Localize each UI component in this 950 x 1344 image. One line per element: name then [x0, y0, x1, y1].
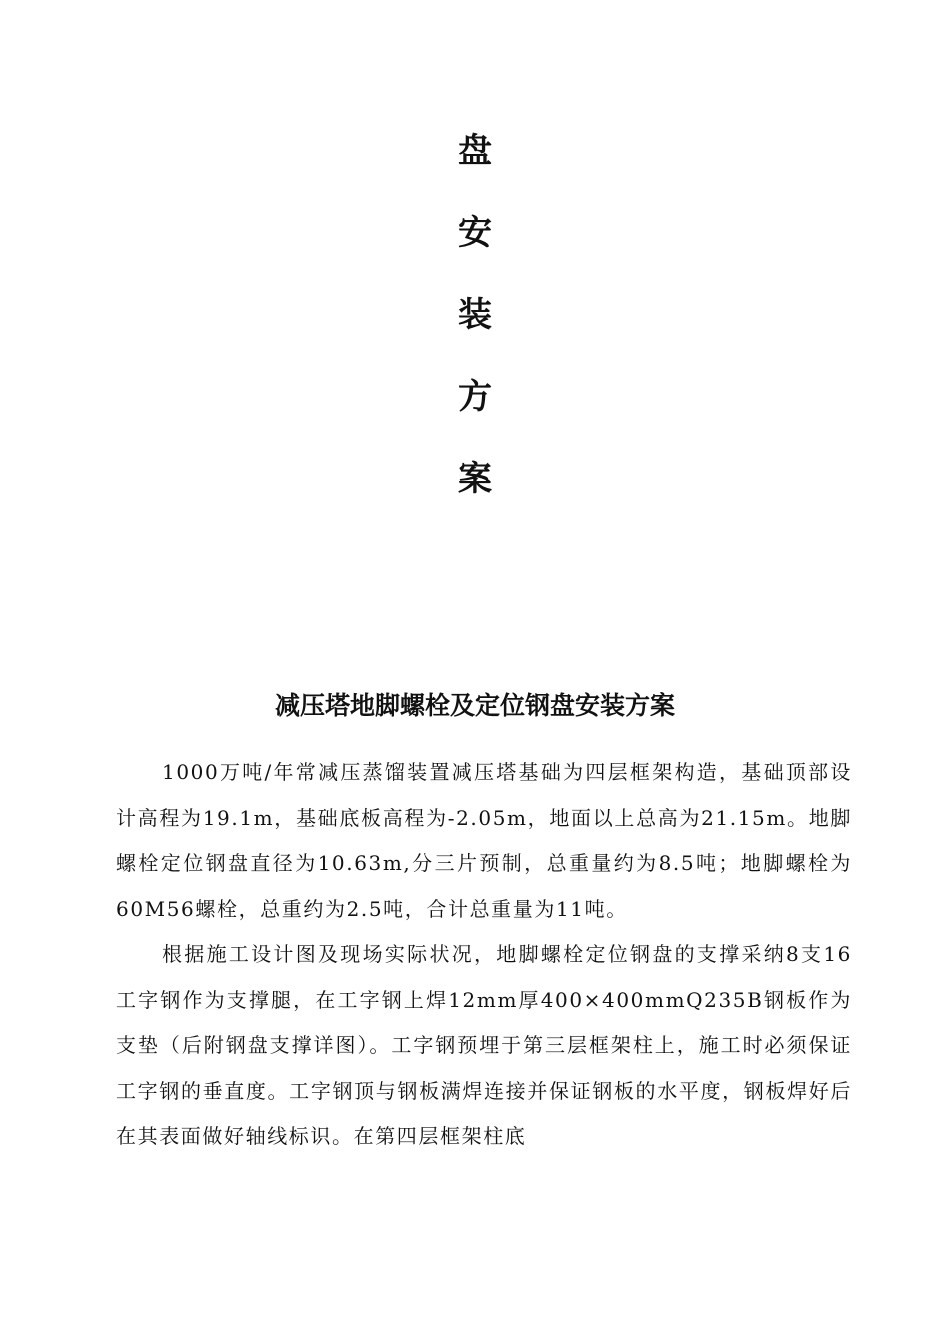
cover-title-char: 盘	[458, 131, 492, 171]
cover-title	[0, 128, 950, 538]
cover-title-char: 案	[458, 459, 492, 499]
document-body	[116, 750, 852, 1160]
cover-title-char: 方	[458, 377, 492, 417]
cover-title-char: 安	[458, 213, 492, 253]
cover-title-char: 装	[458, 295, 492, 335]
body-paragraph: 根据施工设计图及现场实际状况，地脚螺栓定位钢盘的支撑采纳8支16工字钢作为支撑腿，在工字钢上焊12mm厚400×400mmQ235B钢板作为支垫（后附钢盘支撑详图）。工字钢预埋于第三层框架柱上，施工时必须保证工字钢的垂直度。工字钢顶与钢板满焊连接并保证钢板的水平度，钢板焊好后在其表面做好轴线标识。在第四层框架柱底	[116, 942, 852, 1148]
document-heading: 减压塔地脚螺栓及定位钢盘安装方案	[274, 691, 675, 720]
body-paragraph: 1000万吨/年常减压蒸馏装置减压塔基础为四层框架构造，基础顶部设计高程为19.1m，基础底板高程为-2.05m，地面以上总高为21.15m。地脚螺栓定位钢盘直径为10.63m,分三片预制，总重量约为8.5吨；地脚螺栓为60M56螺栓，总重约为2.5吨，合计总重量为11吨。	[116, 760, 852, 921]
